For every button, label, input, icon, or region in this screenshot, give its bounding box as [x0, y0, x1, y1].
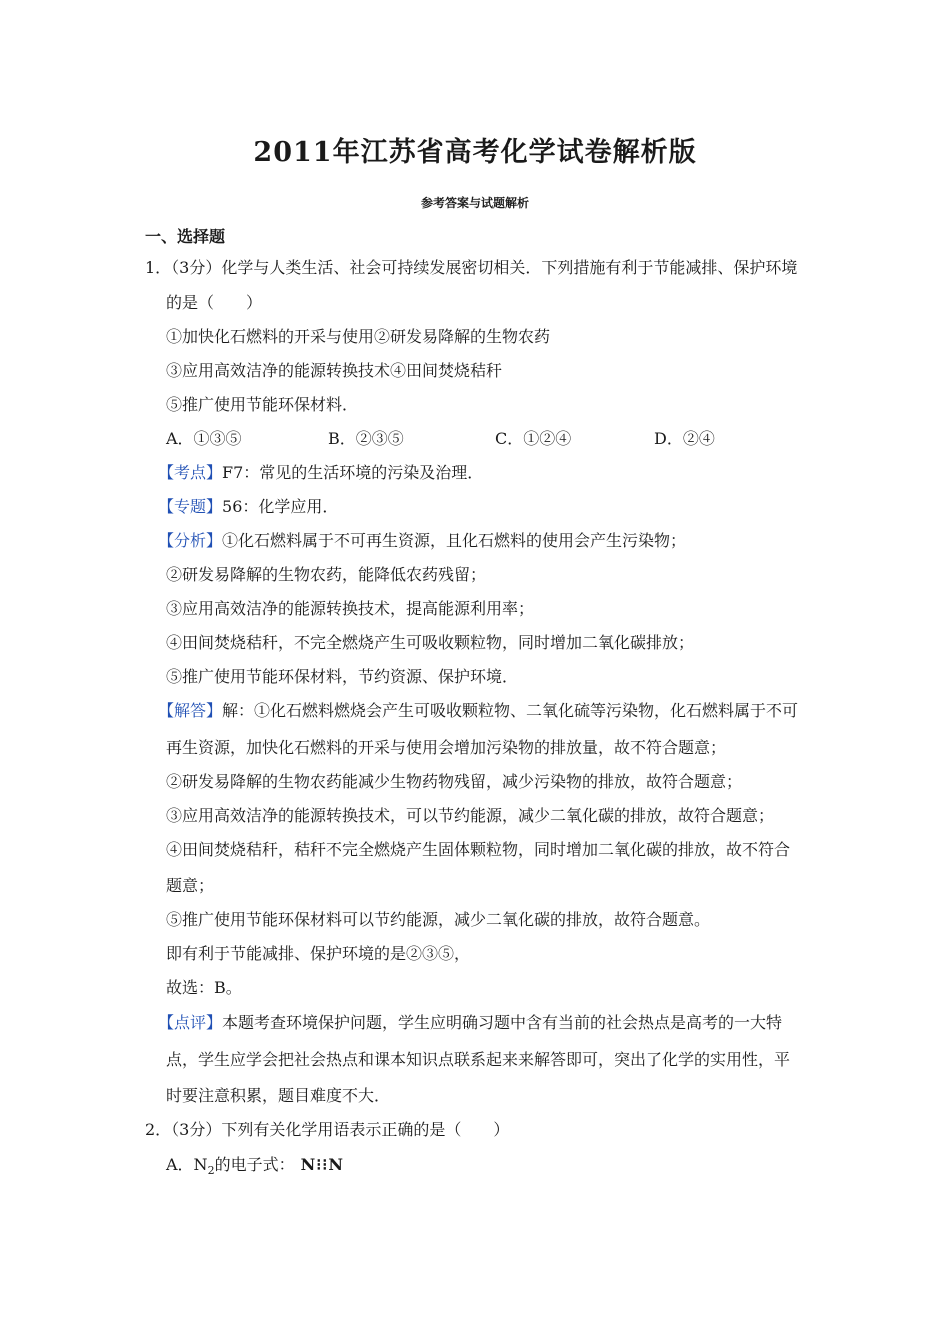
q1-option-d[interactable]: D．②④: [654, 429, 715, 448]
q1-option-a[interactable]: A．①③⑤: [166, 429, 242, 448]
kaodian-tag: 【考点】: [158, 463, 223, 482]
q2-option-a-subscript: 2: [207, 1164, 215, 1178]
q1-fenxi-line4: ④田间焚烧秸秆，不完全燃烧产生可吸收颗粒物，同时增加二氧化碳排放；: [166, 633, 695, 652]
zhuanti-tag: 【专题】: [158, 497, 223, 516]
q1-zhuanti: [158, 497, 338, 517]
q1-jieda-line9: 故选：B。: [166, 978, 242, 997]
q1-dianping-line3: 时要注意积累，题目难度不大．: [166, 1086, 391, 1105]
q1-fenxi-line3: ③应用高效洁净的能源转换技术，提高能源利用率；: [166, 599, 535, 618]
q1-kaodian: [158, 463, 483, 483]
q1-jieda-line7: ⑤推广使用节能环保材料可以节约能源，减少二氧化碳的排放，故符合题意。: [166, 910, 711, 929]
q2-option-a-suffix: 的电子式：: [214, 1155, 295, 1174]
kaodian-text: F7：常见的生活环境的污染及治理．: [222, 463, 484, 482]
q1-fenxi: [158, 531, 686, 551]
q1-item-1: ①加快化石燃料的开采与使用②研发易降解的生物农药: [166, 327, 551, 346]
q1-jieda-line2: 再生资源，加快化石燃料的开采与使用会增加污染物的排放量，故不符合题意；: [166, 738, 727, 757]
q1-jieda: [158, 701, 798, 721]
n2-electron-formula: N⁝⁝N: [300, 1155, 344, 1174]
q1-jieda-line3: ②研发易降解的生物农药能减少生物药物残留，减少污染物的排放，故符合题意；: [166, 772, 743, 791]
q1-jieda-line5: ④田间焚烧秸秆，秸秆不完全燃烧产生固体颗粒物，同时增加二氧化碳的排放，故不符合: [166, 840, 791, 859]
q1-stem-line2: 的是（ ）: [166, 293, 263, 312]
q1-dianping-line2: 点，学生应学会把社会热点和课本知识点联系起来来解答即可，突出了化学的实用性，平: [166, 1050, 791, 1069]
q1-option-b[interactable]: B．②③⑤: [328, 429, 404, 448]
q1-stem-line1: 1．（3分）化学与人类生活、社会可持续发展密切相关．下列措施有利于节能减排、保护环境: [145, 258, 798, 277]
page-title: 2011年江苏省高考化学试卷解析版: [253, 137, 697, 168]
zhuanti-text: 56：化学应用．: [222, 497, 339, 516]
q2-option-a-prefix: A．N: [166, 1155, 208, 1174]
q1-jieda-line4: ③应用高效洁净的能源转换技术，可以节约能源，减少二氧化碳的排放，故符合题意；: [166, 806, 775, 825]
q2-option-a[interactable]: [166, 1155, 344, 1181]
q1-fenxi-line2: ②研发易降解的生物农药，能降低农药残留；: [166, 565, 487, 584]
jieda-text-1: 解：①化石燃料燃烧会产生可吸收颗粒物、二氧化硫等污染物，化石燃料属于不可: [222, 701, 799, 720]
dianping-tag: 【点评】: [158, 1013, 223, 1032]
q1-fenxi-line5: ⑤推广使用节能环保材料，节约资源、保护环境．: [166, 667, 519, 686]
fenxi-text-1: ①化石燃料属于不可再生资源，且化石燃料的使用会产生污染物；: [222, 531, 687, 550]
fenxi-tag: 【分析】: [158, 531, 223, 550]
q1-jieda-line8: 即有利于节能减排、保护环境的是②③⑤，: [166, 944, 471, 963]
q1-dianping: [158, 1013, 782, 1033]
q1-option-c[interactable]: C．①②④: [495, 429, 572, 448]
q2-stem: 2．（3分）下列有关化学用语表示正确的是（ ）: [145, 1120, 510, 1139]
jieda-tag: 【解答】: [158, 701, 223, 720]
q1-item-2: ③应用高效洁净的能源转换技术④田间焚烧秸秆: [166, 361, 503, 380]
q1-item-3: ⑤推广使用节能环保材料．: [166, 395, 359, 414]
q1-jieda-line6: 题意；: [166, 876, 215, 895]
dianping-text-1: 本题考查环境保护问题，学生应明确习题中含有当前的社会热点是高考的一大特: [222, 1013, 783, 1032]
page-subtitle: 参考答案与试题解析: [420, 196, 529, 210]
section-heading: 一、选择题: [145, 227, 226, 246]
